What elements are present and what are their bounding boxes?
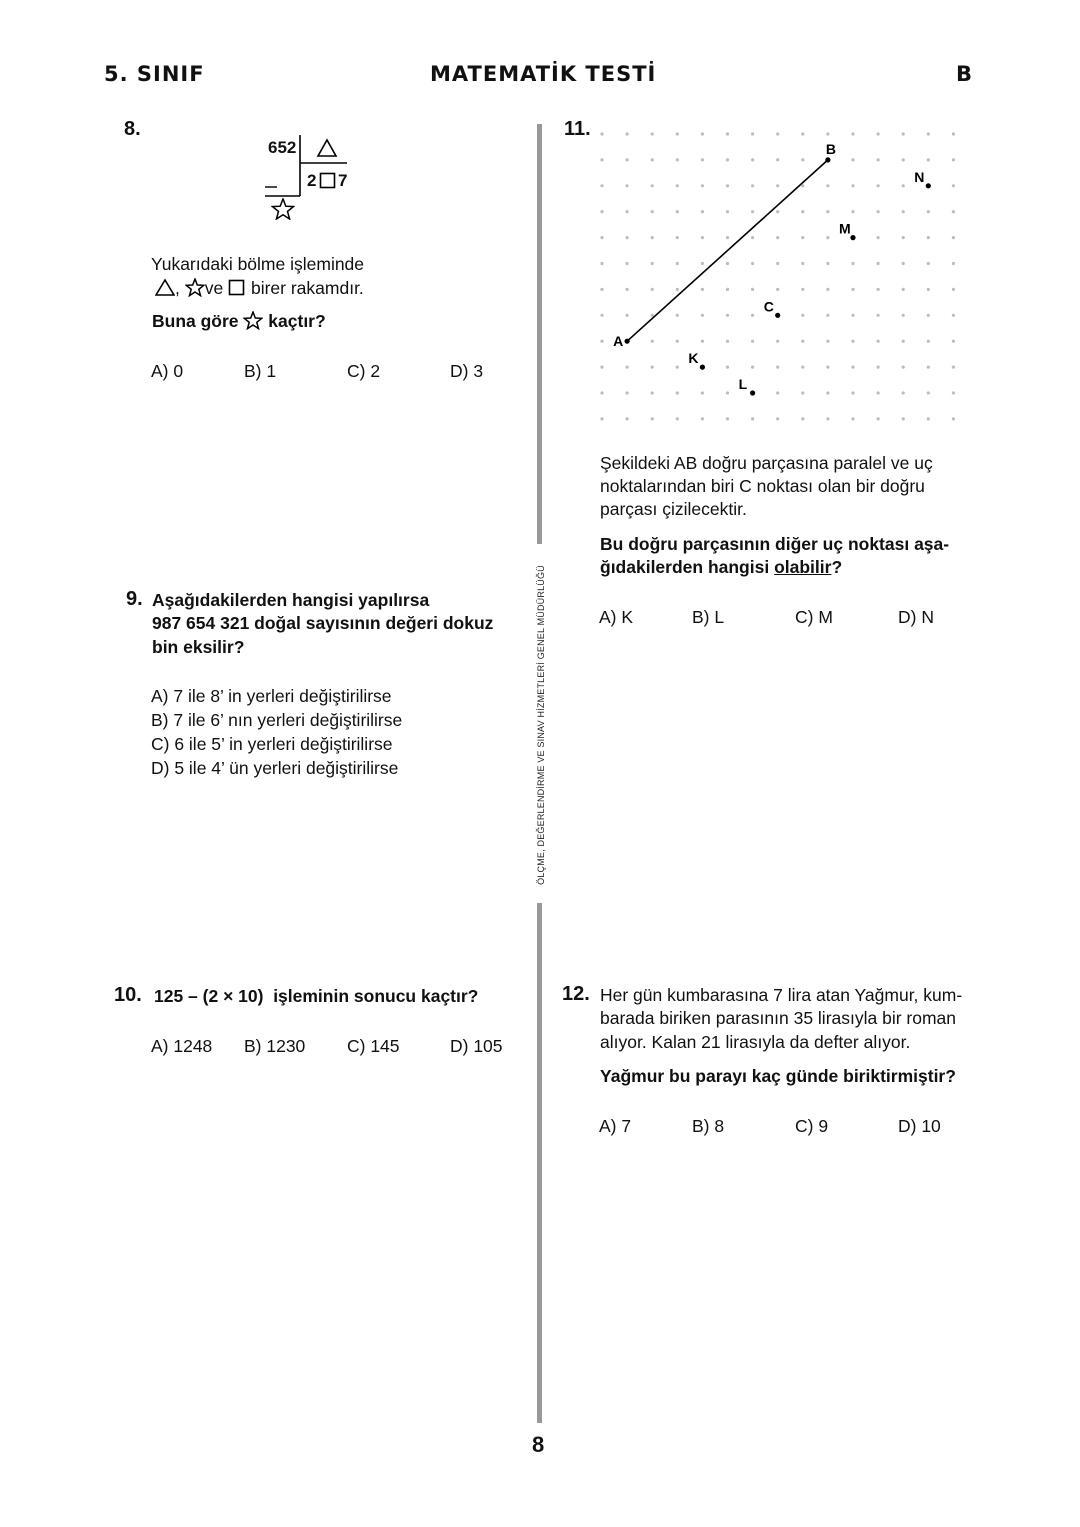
- grid-dot: [801, 132, 804, 135]
- q10-question-tail: işleminin sonucu kaçtır?: [273, 986, 479, 1006]
- grid-dot: [751, 262, 754, 265]
- grid-dot: [651, 262, 654, 265]
- grade-label: 5. SINIF: [104, 62, 205, 86]
- grid-dot: [776, 340, 779, 343]
- grid-dot: [626, 288, 629, 291]
- grid-dot: [676, 262, 679, 265]
- q12-text-line3: alıyor. Kalan 21 lirasıyla da defter alıyor.: [600, 1032, 911, 1052]
- grid-dot: [701, 417, 704, 420]
- grid-dot: [751, 184, 754, 187]
- grid-dot: [751, 417, 754, 420]
- grid-dot: [801, 366, 804, 369]
- grid-dot: [851, 314, 854, 317]
- grid-dot: [701, 391, 704, 394]
- column-divider-bottom: [537, 903, 542, 1423]
- q12-option-b[interactable]: B) 8: [692, 1116, 725, 1136]
- q10-expression: 125 – (2 × 10): [154, 986, 264, 1006]
- test-title: MATEMATİK TESTİ: [430, 62, 657, 86]
- grid-dot: [952, 132, 955, 135]
- grid-dot: [927, 417, 930, 420]
- grid-dot: [600, 391, 603, 394]
- q10-option-a[interactable]: A) 1248: [151, 1036, 213, 1056]
- grid-dot: [626, 184, 629, 187]
- grid-dot: [600, 132, 603, 135]
- grid-dot: [726, 314, 729, 317]
- grid-dot: [626, 366, 629, 369]
- grid-dot: [626, 262, 629, 265]
- q11-question-line2: [600, 556, 842, 580]
- grid-dot: [701, 184, 704, 187]
- grid-dot: [902, 417, 905, 420]
- grid-dot: [801, 158, 804, 161]
- grid-dot: [776, 210, 779, 213]
- q11-option-c[interactable]: C) M: [795, 607, 833, 627]
- grid-dot: [877, 132, 880, 135]
- grid-dot: [877, 417, 880, 420]
- grid-dot: [801, 262, 804, 265]
- grid-dot: [676, 340, 679, 343]
- grid-dot: [801, 288, 804, 291]
- grid-dot: [952, 391, 955, 394]
- grid-dot: [726, 366, 729, 369]
- q8-text-line2-tail: birer rakamdır.: [250, 278, 364, 298]
- grid-dot: [902, 132, 905, 135]
- grid-dot: [851, 288, 854, 291]
- grid-dot: [651, 340, 654, 343]
- grid-dot: [826, 288, 829, 291]
- grid-dot: [600, 262, 603, 265]
- grid-dot: [600, 314, 603, 317]
- grid-dot: [600, 236, 603, 239]
- grid-dot: [626, 158, 629, 161]
- column-divider-top: [537, 124, 542, 544]
- grid-dot: [726, 158, 729, 161]
- grid-dot: [726, 288, 729, 291]
- grid-dot: [726, 340, 729, 343]
- grid-dot: [726, 210, 729, 213]
- grid-dot: [751, 132, 754, 135]
- grid-dot: [851, 158, 854, 161]
- grid-dot: [952, 314, 955, 317]
- grid-dot: [826, 417, 829, 420]
- q8-quotient-right: 7: [338, 171, 348, 190]
- grid-dot: [751, 314, 754, 317]
- grid-dot: [826, 132, 829, 135]
- grid-dot: [600, 366, 603, 369]
- grid-dot: [952, 210, 955, 213]
- grid-dot: [676, 391, 679, 394]
- grid-dot: [626, 132, 629, 135]
- grid-dot: [701, 288, 704, 291]
- grid-dot: [826, 314, 829, 317]
- q10-question: [154, 985, 478, 1009]
- q9-option-b[interactable]: B) 7 ile 6’ nın yerleri değiştirilirse: [151, 710, 403, 730]
- point-a: [625, 339, 630, 344]
- grid-dot: [776, 262, 779, 265]
- grid-dot: [927, 236, 930, 239]
- grid-dot: [776, 391, 779, 394]
- triangle-icon: [155, 278, 175, 297]
- grid-dot: [776, 366, 779, 369]
- grid-dot: [701, 236, 704, 239]
- q8-question-pre: Buna göre: [152, 311, 239, 331]
- grid-dot: [902, 391, 905, 394]
- grid-dot: [877, 236, 880, 239]
- grid-dot: [651, 366, 654, 369]
- grid-dot: [927, 288, 930, 291]
- grid-dot: [651, 288, 654, 291]
- q12-option-c[interactable]: C) 9: [795, 1116, 829, 1136]
- grid-dot: [801, 391, 804, 394]
- grid-dot: [626, 236, 629, 239]
- q10-number: 10.: [114, 984, 142, 1006]
- point-label-a: A: [613, 333, 624, 350]
- grid-dot: [676, 158, 679, 161]
- grid-dot: [600, 184, 603, 187]
- grid-dot: [877, 366, 880, 369]
- q10-option-d[interactable]: D) 105: [450, 1036, 503, 1056]
- grid-dot: [651, 391, 654, 394]
- point-label-c: C: [763, 298, 774, 315]
- grid-dot: [726, 236, 729, 239]
- star-icon: [271, 198, 295, 220]
- q9-question-line1: Aşağıdakilerden hangisi yapılırsa: [152, 590, 430, 610]
- q8-text-line2: [155, 277, 364, 301]
- grid-dot: [877, 340, 880, 343]
- grid-dot: [927, 210, 930, 213]
- grid-dot: [902, 158, 905, 161]
- q8-option-c[interactable]: C) 2: [347, 361, 381, 381]
- grid-dot: [676, 417, 679, 420]
- grid-dot: [902, 288, 905, 291]
- point-label-n: N: [914, 168, 925, 185]
- grid-dot: [751, 236, 754, 239]
- grid-dot: [626, 314, 629, 317]
- q8-option-b[interactable]: B) 1: [244, 361, 277, 381]
- grid-dot: [701, 210, 704, 213]
- grid-dot: [851, 340, 854, 343]
- q11-option-a[interactable]: A) K: [599, 607, 634, 627]
- q9-option-c[interactable]: C) 6 ile 5’ in yerleri değiştirilirse: [151, 734, 393, 754]
- grid-dot: [851, 391, 854, 394]
- grid-dot: [826, 210, 829, 213]
- point-k: [700, 365, 705, 370]
- grid-dot: [651, 417, 654, 420]
- q11-question-line2-post: ?: [831, 557, 843, 577]
- q8-ve: ve: [204, 278, 224, 298]
- q11-text-line1: Şekildeki AB doğru parçasına paralel ve uç: [600, 453, 933, 473]
- triangle-icon: [316, 138, 338, 158]
- q10-option-b[interactable]: B) 1230: [244, 1036, 306, 1056]
- grid-dot: [776, 417, 779, 420]
- grid-dot: [701, 262, 704, 265]
- point-label-m: M: [839, 220, 851, 237]
- grid-dot: [952, 158, 955, 161]
- grid-dot: [651, 132, 654, 135]
- grid-dot: [801, 314, 804, 317]
- q8-text-line1: Yukarıdaki bölme işleminde: [151, 254, 365, 274]
- grid-dot: [651, 184, 654, 187]
- point-m: [850, 235, 855, 240]
- grid-dot: [600, 288, 603, 291]
- grid-dot: [651, 314, 654, 317]
- grid-dot: [851, 132, 854, 135]
- grid-dot: [801, 210, 804, 213]
- grid-dot: [701, 340, 704, 343]
- q8-option-a[interactable]: A) 0: [151, 361, 184, 381]
- q9-number: 9.: [126, 588, 143, 610]
- q12-number: 12.: [562, 983, 590, 1005]
- grid-dot: [801, 236, 804, 239]
- grid-dot: [801, 417, 804, 420]
- grid-dot: [676, 184, 679, 187]
- q8-question-post: kaçtır?: [268, 311, 326, 331]
- square-icon: [319, 172, 337, 190]
- grid-dot: [927, 366, 930, 369]
- q8-dividend: 652: [268, 138, 297, 157]
- grid-dot: [902, 366, 905, 369]
- point-label-b: B: [825, 140, 837, 157]
- grid-dot: [676, 236, 679, 239]
- grid-dot: [877, 158, 880, 161]
- point-b: [825, 157, 830, 162]
- q11-text-line2: noktalarından biri C noktası olan bir doğru: [600, 476, 925, 496]
- grid-dot: [751, 158, 754, 161]
- side-publisher-text: ÖLÇME, DEĞERLENDİRME VE SINAV HİZMETLERİ GENEL MÜDÜRLÜĞÜ: [536, 565, 546, 885]
- q11-question-line2-pre: ğıdakilerden hangisi: [600, 557, 775, 577]
- grid-dot: [927, 158, 930, 161]
- q8-quotient-left: 2: [307, 171, 317, 190]
- grid-dot: [676, 366, 679, 369]
- q12-text-line1: Her gün kumbarasına 7 lira atan Yağmur, kum-: [600, 985, 963, 1005]
- q8-division-figure: [255, 132, 365, 227]
- grid-dot: [826, 236, 829, 239]
- q11-dot-grid: [590, 122, 980, 432]
- square-icon: [228, 279, 246, 297]
- q11-question-underlined: olabilir: [774, 557, 832, 577]
- grid-dot: [726, 184, 729, 187]
- grid-dot: [626, 391, 629, 394]
- grid-dot: [600, 210, 603, 213]
- grid-dot: [626, 210, 629, 213]
- grid-dot: [952, 262, 955, 265]
- grid-dot: [600, 340, 603, 343]
- grid-dot: [676, 210, 679, 213]
- point-l: [750, 390, 755, 395]
- grid-dot: [851, 417, 854, 420]
- grid-dot: [776, 132, 779, 135]
- grid-dot: [751, 288, 754, 291]
- q9-question-line3: bin eksilir?: [152, 637, 245, 657]
- grid-dot: [776, 288, 779, 291]
- q9-question-line2: 987 654 321 doğal sayısının değeri dokuz: [152, 613, 494, 633]
- grid-dot: [826, 184, 829, 187]
- grid-dot: [776, 184, 779, 187]
- q8-comma: ,: [175, 278, 180, 298]
- grid-dot: [701, 314, 704, 317]
- grid-dot: [902, 236, 905, 239]
- grid-dot: [751, 210, 754, 213]
- grid-dot: [751, 366, 754, 369]
- grid-dot: [952, 366, 955, 369]
- grid-dot: [600, 158, 603, 161]
- grid-dot: [726, 262, 729, 265]
- point-label-k: K: [688, 350, 699, 367]
- grid-dot: [651, 158, 654, 161]
- grid-dot: [826, 262, 829, 265]
- grid-dot: [726, 417, 729, 420]
- grid-dot: [877, 184, 880, 187]
- grid-dot: [701, 132, 704, 135]
- grid-dot: [877, 314, 880, 317]
- q12-question: Yağmur bu parayı kaç günde biriktirmiştir?: [600, 1066, 956, 1086]
- grid-dot: [676, 132, 679, 135]
- q9-option-d[interactable]: D) 5 ile 4’ ün yerleri değiştirilirse: [151, 758, 399, 778]
- grid-dot: [801, 340, 804, 343]
- q8-option-d[interactable]: D) 3: [450, 361, 484, 381]
- grid-dot: [927, 340, 930, 343]
- grid-dot: [877, 210, 880, 213]
- grid-dot: [676, 314, 679, 317]
- q9-option-a[interactable]: A) 7 ile 8’ in yerleri değiştirilirse: [151, 686, 392, 706]
- grid-dot: [902, 314, 905, 317]
- star-icon: [185, 278, 205, 297]
- q10-option-c[interactable]: C) 145: [347, 1036, 400, 1056]
- grid-dot: [902, 340, 905, 343]
- booklet-letter: B: [956, 62, 974, 86]
- q8-question: [152, 310, 326, 334]
- grid-dot: [851, 366, 854, 369]
- grid-dot: [701, 158, 704, 161]
- grid-dot: [952, 340, 955, 343]
- grid-dot: [952, 417, 955, 420]
- q12-option-a[interactable]: A) 7: [599, 1116, 632, 1136]
- grid-dot: [927, 262, 930, 265]
- q12-option-d[interactable]: D) 10: [898, 1116, 941, 1136]
- q11-question-line1: Bu doğru parçasının diğer uç noktası aşa-: [600, 534, 950, 554]
- grid-dot: [902, 262, 905, 265]
- point-n: [926, 183, 931, 188]
- grid-dot: [651, 210, 654, 213]
- grid-dot: [801, 184, 804, 187]
- grid-dot: [726, 391, 729, 394]
- q11-option-d[interactable]: D) N: [898, 607, 934, 627]
- grid-dot: [776, 158, 779, 161]
- grid-dot: [851, 184, 854, 187]
- q11-text-line3: parçası çizilecektir.: [600, 499, 747, 519]
- grid-dot: [851, 262, 854, 265]
- grid-dot: [877, 262, 880, 265]
- grid-dot: [952, 288, 955, 291]
- grid-dot: [826, 340, 829, 343]
- q11-number: 11.: [564, 118, 591, 140]
- grid-dot: [952, 184, 955, 187]
- grid-dot: [902, 210, 905, 213]
- star-icon: [243, 311, 263, 330]
- page-number: 8: [532, 1432, 545, 1457]
- grid-dot: [902, 184, 905, 187]
- grid-dot: [927, 314, 930, 317]
- grid-dot: [626, 417, 629, 420]
- grid-dot: [877, 288, 880, 291]
- grid-dot: [927, 132, 930, 135]
- q11-option-b[interactable]: B) L: [692, 607, 725, 627]
- q8-number: 8.: [124, 118, 141, 140]
- grid-dot: [676, 288, 679, 291]
- grid-dot: [651, 236, 654, 239]
- grid-dot: [927, 391, 930, 394]
- grid-dot: [851, 210, 854, 213]
- grid-dot: [952, 236, 955, 239]
- grid-dot: [751, 340, 754, 343]
- point-c: [775, 313, 780, 318]
- grid-dot: [877, 391, 880, 394]
- grid-dot: [826, 366, 829, 369]
- grid-dot: [600, 417, 603, 420]
- grid-dot: [776, 236, 779, 239]
- grid-dot: [826, 391, 829, 394]
- point-label-l: L: [738, 376, 748, 392]
- q12-text-line2: barada biriken parasının 35 lirasıyla bir roman: [600, 1008, 957, 1028]
- grid-dot: [726, 132, 729, 135]
